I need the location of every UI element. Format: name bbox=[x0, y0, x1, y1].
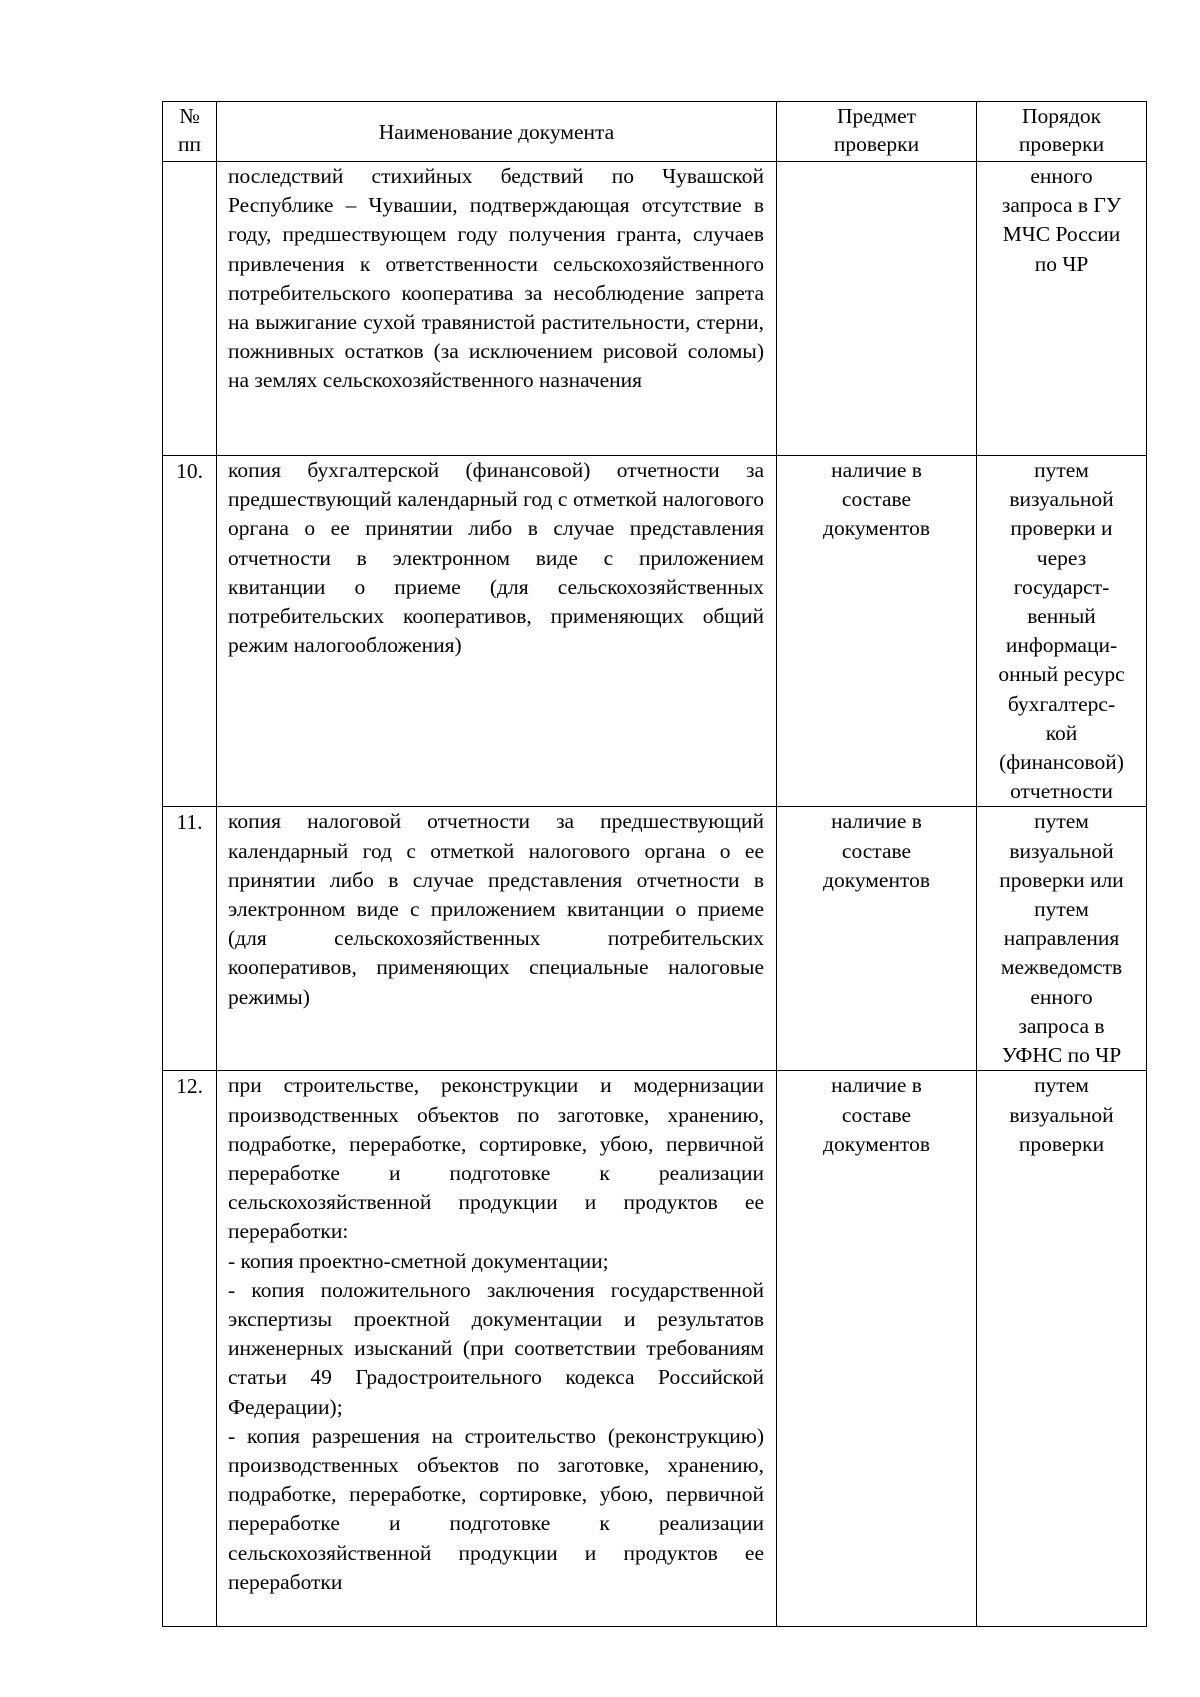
table-row bbox=[163, 1071, 1147, 1627]
row-subject bbox=[777, 162, 977, 456]
order-line: по ЧР bbox=[1034, 251, 1089, 276]
header-name: Наименование документа bbox=[217, 102, 777, 162]
row-document-name bbox=[217, 456, 777, 807]
document-name-paragraph: - копия проектно-сметной документации; bbox=[228, 1248, 609, 1273]
order-line: направления bbox=[1003, 926, 1120, 951]
row-document-name bbox=[217, 1071, 777, 1627]
order-line: (финансовой) bbox=[999, 750, 1124, 775]
table-header-row bbox=[163, 102, 1147, 162]
order-line: путем bbox=[1034, 458, 1089, 482]
document-name-paragraph: при строительстве, реконструкции и модернизации производственных объектов по заготовке, хранению, подработке, переработке, сортировке, убою, первичной переработке и подготовке к реализации сельскохозяйственной продукции и продуктов ее переработки: bbox=[228, 1073, 764, 1244]
row-number bbox=[163, 162, 217, 456]
document-name-paragraph: копия бухгалтерской (финансовой) отчетности за предшествующий календарный год с отметкой налогового органа о ее принятии либо в случае представления отчетности в электронном виде с приложением квитанции о приеме (для сельскохозяйственных потребительских кооперативов, применяющих общий режим налогообложения) bbox=[228, 458, 764, 658]
order-line: визуальной bbox=[1009, 487, 1114, 512]
table-row bbox=[163, 162, 1147, 456]
order-line: запроса в bbox=[1018, 1013, 1105, 1038]
row-number-text bbox=[163, 162, 216, 163]
header-num-line: пп bbox=[177, 132, 201, 156]
row-order bbox=[977, 162, 1147, 456]
order-line: межведомств bbox=[1000, 955, 1123, 980]
order-line: проверки и bbox=[1010, 516, 1113, 541]
order-line: через bbox=[1036, 545, 1087, 570]
order-line: государст- bbox=[1013, 574, 1110, 599]
row-number-text: 10. bbox=[176, 459, 203, 483]
row-document-name bbox=[217, 807, 777, 1071]
table-row bbox=[163, 807, 1147, 1071]
row-number bbox=[163, 807, 217, 1071]
order-line: путем bbox=[1034, 1073, 1089, 1098]
order-line: енного bbox=[1030, 984, 1093, 1009]
row-order bbox=[977, 807, 1147, 1071]
subject-line: составе bbox=[841, 487, 912, 512]
document-name-paragraph: копия налоговой отчетности за предшествующий календарный год с отметкой налогового органа о ее принятии либо в случае представления отчетности в электронном виде с приложением квитанции о приеме (для сельскохозяйственных потребительских кооперативов, применяющих специальные налоговые режимы) bbox=[228, 809, 764, 1009]
header-order-line: проверки bbox=[1018, 132, 1105, 156]
header-subject-line: Предмет bbox=[836, 104, 917, 128]
order-line: визуальной bbox=[1009, 838, 1114, 863]
order-line: енного bbox=[1030, 164, 1093, 188]
header-num bbox=[163, 102, 217, 162]
row-number bbox=[163, 456, 217, 807]
order-line: бухгалтерс- bbox=[1007, 691, 1116, 716]
row-subject bbox=[777, 807, 977, 1071]
order-line: запроса в ГУ bbox=[1001, 193, 1122, 218]
header-order bbox=[977, 102, 1147, 162]
header-num-line: № bbox=[179, 104, 200, 128]
row-number-text: 12. bbox=[176, 1074, 203, 1099]
subject-line: наличие в bbox=[831, 458, 922, 482]
subject-line: наличие в bbox=[831, 1073, 922, 1098]
order-line: путем bbox=[1034, 809, 1089, 834]
subject-line: наличие в bbox=[831, 809, 922, 834]
order-line: путем bbox=[1034, 897, 1089, 922]
row-number-text: 11. bbox=[176, 810, 203, 835]
document-name-paragraph: последствий стихийных бедствий по Чувашской Республике – Чувашии, подтверждающая отсутствие в году, предшествующем году получения гранта, случаев привлечения к ответственности сельскохозяйственного потребительского кооператива за несоблюдение запрета на выжигание сухой травянистой растительности, стерни, пожнивных остатков (за исключением рисовой соломы) на землях сельскохозяйственного назначения bbox=[228, 164, 764, 393]
order-line: венный bbox=[1027, 604, 1096, 629]
row-subject bbox=[777, 456, 977, 807]
order-line: проверки или bbox=[999, 867, 1124, 892]
order-line: УФНС по ЧР bbox=[1001, 1043, 1122, 1068]
subject-line: документов bbox=[823, 516, 930, 541]
document-name-paragraph: - копия разрешения на строительство (реконструкцию) производственных объектов по заготовке, хранению, подработке, переработке, сортировке, убою, первичной переработке и подготовке к реализации сельскохозяйственной продукции и продуктов ее переработки bbox=[228, 1423, 764, 1594]
row-number bbox=[163, 1071, 217, 1627]
document-table bbox=[162, 101, 1147, 1627]
row-document-name bbox=[217, 162, 777, 456]
order-line: визуальной bbox=[1009, 1102, 1114, 1127]
header-subject bbox=[777, 102, 977, 162]
order-line: кой bbox=[1045, 720, 1078, 745]
header-subject-line: проверки bbox=[833, 132, 920, 156]
order-line: проверки bbox=[1018, 1131, 1105, 1156]
subject-line: составе bbox=[841, 838, 912, 863]
row-order bbox=[977, 456, 1147, 807]
document-name-paragraph: - копия положительного заключения государственной экспертизы проектной документации и результатов инженерных изысканий (при соответствии требованиям статьи 49 Градостроительного кодекса Российской Федерации); bbox=[228, 1277, 764, 1419]
order-line: МЧС России bbox=[1002, 222, 1121, 247]
subject-line: документов bbox=[823, 1131, 930, 1156]
subject-line: составе bbox=[841, 1102, 912, 1127]
header-order-line: Порядок bbox=[1021, 104, 1102, 128]
table-row bbox=[163, 456, 1147, 807]
row-subject bbox=[777, 1071, 977, 1627]
row-order bbox=[977, 1071, 1147, 1627]
subject-line: документов bbox=[823, 867, 930, 892]
order-line: информаци- bbox=[1005, 633, 1118, 658]
order-line: онный ресурс bbox=[998, 662, 1125, 687]
order-line: отчетности bbox=[1010, 779, 1113, 804]
